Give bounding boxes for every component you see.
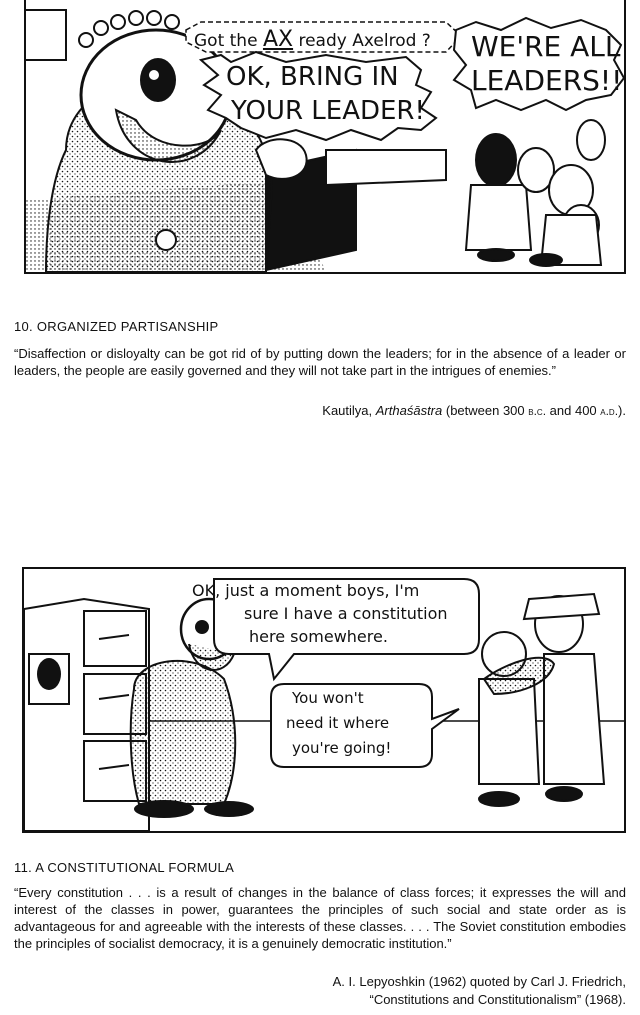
section-10-quote: “Disaffection or disloyalty can be got rid of by putting down the leaders; for in the absence of a leader or leaders, the people are easily governed and they will not take part in the intrigues of enemies.” [14,346,626,378]
attribution-date-post: ). [618,403,626,418]
section-11-attribution-line1: A. I. Lepyoshkin (1962) quoted by Carl J. Friedrich, [332,974,626,989]
attribution-bc: b.c. [528,404,547,418]
speech-bring-leader-line1: OK, BRING IN [226,62,399,92]
cartoon-panel-leaders [24,0,626,274]
speech-wont-need-line2: need it where [286,714,390,732]
attribution-date-mid: and 400 [546,403,601,418]
speech-constitution-line3: here somewhere. [249,627,388,646]
speech-ax-ready [194,27,431,52]
speech-ax-word: AX [262,27,294,52]
section-10-title: 10. ORGANIZED PARTISANSHIP [14,319,219,334]
speech-bring-leader-line2: YOUR LEADER! [231,96,425,126]
attribution-date-pre: (between 300 [442,403,529,418]
section-11-title: 11. A CONSTITUTIONAL FORMULA [14,860,235,875]
attribution-ad: a.d. [600,404,619,418]
speech-constitution-line1: OK, just a moment boys, I'm [192,581,420,600]
section-10-attribution [14,403,626,419]
speech-wont-need-line3: you're going! [292,739,392,757]
speech-all-leaders-line2: LEADERS!! [471,64,623,97]
speech-constitution-line2: sure I have a constitution [244,604,448,623]
section-11-quote: “Every constitution . . . is a result of changes in the balance of class forces; it expresses the will and interest of the classes in power, guarantees the principles of such social and state order as is advantageous for and agreeable with the interests of these classes. . . . The Soviet constitution embodies the principles of socialist democracy, it is a genuinely democratic institution.” [14,885,626,951]
section-11-attribution-line2: “Constitutions and Constitutionalism” (1968). [369,992,626,1007]
coat-button [156,230,176,250]
speech-ax-suffix: ready Axelrod ? [293,31,431,51]
attribution-author: Kautilya, [322,403,376,418]
speech-wont-need-line1: You won't [292,689,364,707]
attribution-work: Arthaśāstra [375,403,443,418]
character-body-2 [131,661,236,804]
cartoon-panel-constitution [22,567,626,833]
speech-all-leaders-line1: WE'RE ALL [471,30,621,63]
speech-ax-prefix: Got the [194,31,263,51]
